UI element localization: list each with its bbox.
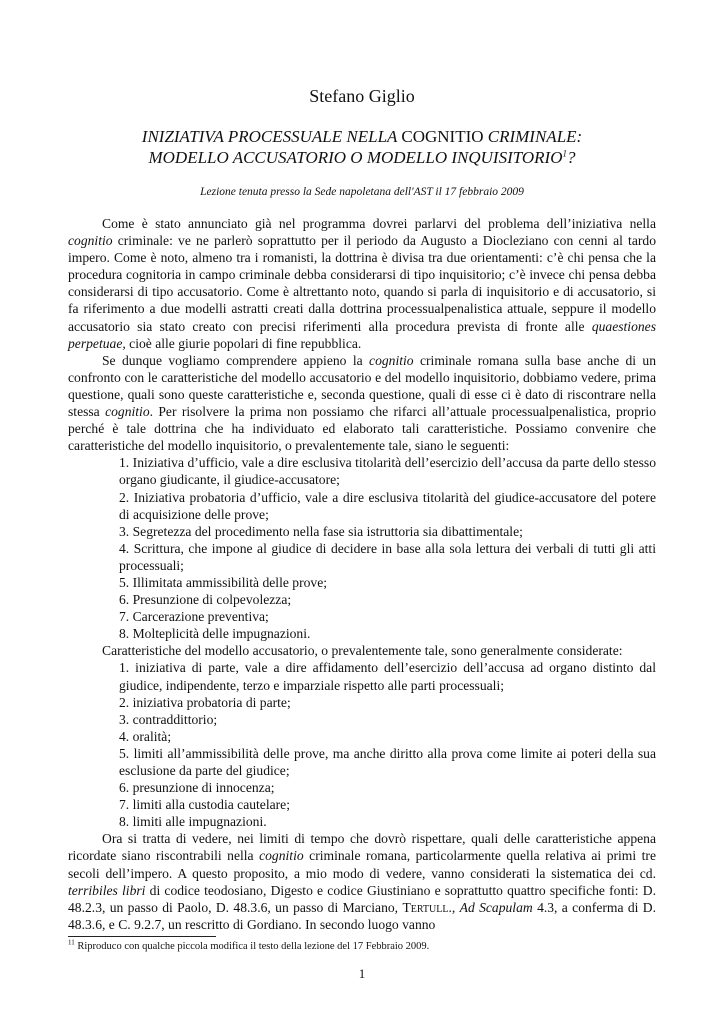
title-part-2: COGNITIO [401,127,484,146]
list-item: 3. contraddittorio; [119,711,218,727]
paper-title [60,126,664,168]
list-item: 1. Iniziativa d’ufficio, vale a dire esclusiva titolarità dell’esercizio dell’accusa da parte dello stesso organo giudicante, il giudice-accusatore; [119,455,656,488]
footnote-ref: 11 [68,938,75,947]
body-text [68,215,656,933]
para2-text-c: criminale romana sulla base anche di un confronto con le caratteristiche del modello accusatorio e del modello inquisitorio, dobbiamo vedere, prima questione, quali sono queste caratteristiche e, seconda questione, quali di esse ci è dato di riscontrare nella stessa [68,352,657,420]
para3-text-b: cognitio [259,848,304,864]
para1-text-b: cognitio [68,233,113,249]
list-item: 8. Molteplicità delle impugnazioni. [119,626,311,642]
list-inquisitorio [68,454,656,642]
list-item: 4. oralità; [119,728,172,744]
title-part-1: INIZIATIVA PROCESSUALE NELLA [141,127,398,146]
para2-text-d: cognitio [105,404,150,420]
para3-text-e: di codice teodosiano, Digesto e codice Giustiniano e soprattutto quattro specifiche fonti: D. 48.2.3, un passo di Paolo, D. 48.3.6, un passo di Marciano, [68,882,656,915]
list-item: 2. Iniziativa probatoria d’ufficio, vale a dire esclusiva titolarità del giudice-accusatore del potere di acquisizione delle prove; [119,489,656,522]
footnote-separator [68,936,216,937]
para1-text-a: Come è stato annunciato già nel programma dovrei parlarvi del problema dell’iniziativa nella [102,216,656,231]
list-accusatorio [68,659,656,830]
para3-text-d: terribiles libri [68,882,146,898]
list-item: 7. limiti alla custodia cautelare; [119,797,290,813]
para1-text-d: quaestiones perpetuae [68,318,656,351]
author-name: Stefano Giglio [309,86,415,106]
list-item: 2. iniziativa probatoria di parte; [119,694,291,710]
para1-text-c: criminale: ve ne parlerò soprattutto per il periodo da Augusto a Diocleziano con cenni al tardo impero. Come è noto, almeno tra i romanisti, la dottrina è divisa tra due orientamenti: c’è chi pensa che la procedura cognitoria in campo criminale debba considerarsi di tipo inquisitorio; c’è invece chi pensa debba considerarsi di tipo accusatorio. Come è altrettanto noto, quando si parla di inquisitorio e di accusatorio, si fa riferimento a due modelli astratti creati dalla dottrina processualpenalistica attuale, seppure il modello accusatorio sia stato creato con precisi riferimenti alla procedura prevista di fronte alle [68,233,656,334]
list-item: 5. Illimitata ammissibilità delle prove; [119,574,328,590]
para3-text-i: 4.3, a conferma di D. 48.3.6, e C. 9.2.7, un rescritto di Gordiano. In secondo luogo vanno [68,899,656,932]
para3-text-a: Ora si tratta di vedere, nei limiti di tempo che dovrò rispettare, quali delle caratteristiche appena ricordate siano riscontrabili nella [68,831,656,864]
title-footnote-ref[interactable]: 1 [562,148,567,159]
footnote [68,938,656,952]
para1-text-e: , cioè alle giurie popolari di fine repubblica. [122,335,362,351]
para3-text-c: criminale romana, particolarmente quella relativa ai primi tre secoli dell’impero. A questo proposito, a mio modo di vedere, vanno considerati la sistematica dei cd. [68,848,656,881]
para2-text-b: cognitio [369,352,414,368]
footnote-text: Riproduco con qualche piccola modifica il testo della lezione del 17 Febbraio 2009. [77,941,430,952]
title-end: ? [567,148,576,167]
list-item: 8. limiti alle impugnazioni. [119,814,267,830]
list-item: 4. Scrittura, che impone al giudice di decidere in base alla sola lettura dei verbali di tutti gli atti processuali; [119,540,656,573]
list-item: 7. Carcerazione preventiva; [119,609,269,625]
paragraph-3 [68,830,656,933]
paragraph-2 [68,352,656,455]
page-number: 1 [358,966,366,981]
list-item: 1. iniziativa di parte, vale a dire affidamento dell’esercizio dell’accusa ad organo distinto dal giudice, indipendente, terzo e imparziale rispetto alle parti processuali; [119,660,656,693]
title-line-2: MODELLO ACCUSATORIO O MODELLO INQUISITORIO [148,148,563,167]
para3-text-h: Ad Scapulam [459,899,533,915]
list-item: 6. presunzione di innocenza; [119,780,275,796]
list-item: 6. Presunzione di colpevolezza; [119,592,292,608]
accusatorio-lead: Caratteristiche del modello accusatorio, o prevalentemente tale, sono generalmente considerate: [102,643,623,659]
title-part-3: CRIMINALE: [487,127,583,146]
para3-text-g: , [451,899,456,915]
para2-text-e: . Per risolvere la prima non possiamo che rifarci all’attuale processualpenalistica, proprio perché è tale dottrina che ha individuato ed elaborato tali caratteristiche. Possiamo convenire che caratteristiche del modello inquisitorio, o prevalentemente tale, siano le seguenti: [68,404,656,454]
list-item: 3. Segretezza del procedimento nella fase sia istruttoria sia dibattimentale; [119,523,523,539]
paragraph-1 [68,215,656,352]
list-item: 5. limiti all’ammissibilità delle prove, ma anche diritto alla prova come limite ai poteri della sua esclusione da parte del giudice; [119,745,656,778]
para2-text-a: Se dunque vogliamo comprendere appieno la [102,352,363,368]
lecture-subtitle: Lezione tenuta presso la Sede napoletana dell'AST il 17 febbraio 2009 [200,186,524,198]
para3-text-f: Tertull. [402,899,452,915]
